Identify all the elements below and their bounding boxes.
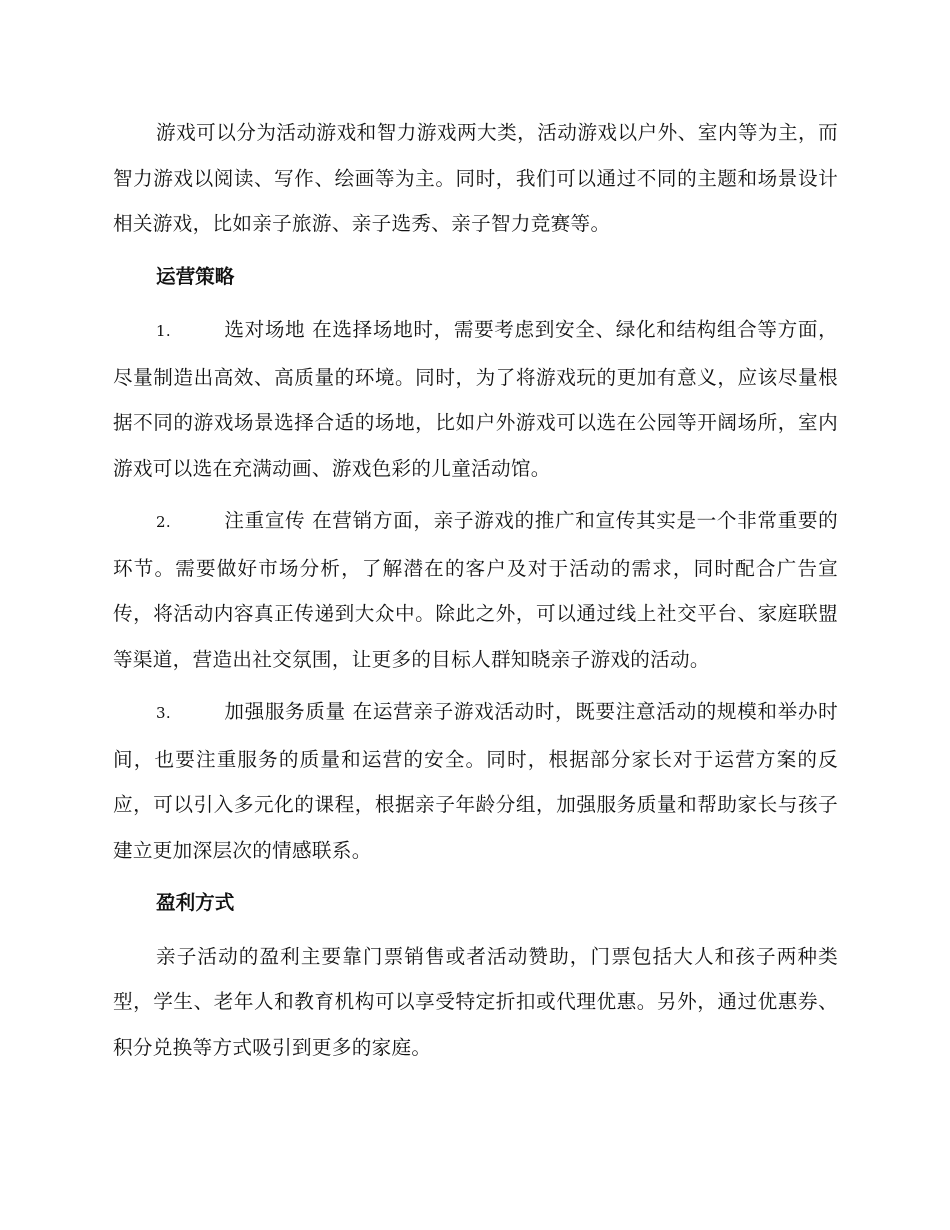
list-number: 3. (156, 704, 171, 722)
list-number: 1. (156, 322, 171, 340)
profit-paragraph: 亲子活动的盈利主要靠门票销售或者活动赞助，门票包括大人和孩子两种类型，学生、老年人和教育机构可以享受特定折扣或代理优惠。另外，通过优惠券、积分兑换等方式吸引到更多的家庭。 (113, 944, 838, 1059)
list-item (113, 689, 838, 873)
list-item-text: 注重宣传 在营销方面，亲子游戏的推广和宣传其实是一个非常重要的环节。需要做好市场分析，了解潜在的客户及对于活动的需求，同时配合广告宣传，将活动内容真正传递到大众中。除此之外，可以通过线上社交平台、家庭联盟等渠道，营造出社交氛围，让更多的目标人群知晓亲子游戏的活动。 (113, 509, 838, 671)
intro-paragraph: 游戏可以分为活动游戏和智力游戏两大类，活动游戏以户外、室内等为主，而智力游戏以阅读、写作、绘画等为主。同时，我们可以通过不同的主题和场景设计相关游戏，比如亲子旅游、亲子选秀、亲子智力竞赛等。 (113, 121, 838, 235)
document-page (113, 110, 838, 1070)
list-item-text: 选对场地 在选择场地时，需要考虑到安全、绿化和结构组合等方面，尽量制造出高效、高质量的环境。同时，为了将游戏玩的更加有意义，应该尽量根据不同的游戏场景选择合适的场地，比如户外游戏可以选在公园等开阔场所，室内游戏可以选在充满动画、游戏色彩的儿童活动馆。 (113, 318, 838, 480)
operations-heading: 运营策略 (156, 264, 235, 288)
list-item (113, 498, 838, 682)
list-number: 2. (156, 513, 171, 531)
list-item (113, 307, 838, 491)
profit-heading: 盈利方式 (156, 891, 235, 914)
list-item-text: 加强服务质量 在运营亲子游戏活动时，既要注意活动的规模和举办时间，也要注重服务的质量和运营的安全。同时，根据部分家长对于运营方案的反应，可以引入多元化的课程，根据亲子年龄分组，加强服务质量和帮助家长与孩子建立更加深层次的情感联系。 (113, 700, 838, 862)
